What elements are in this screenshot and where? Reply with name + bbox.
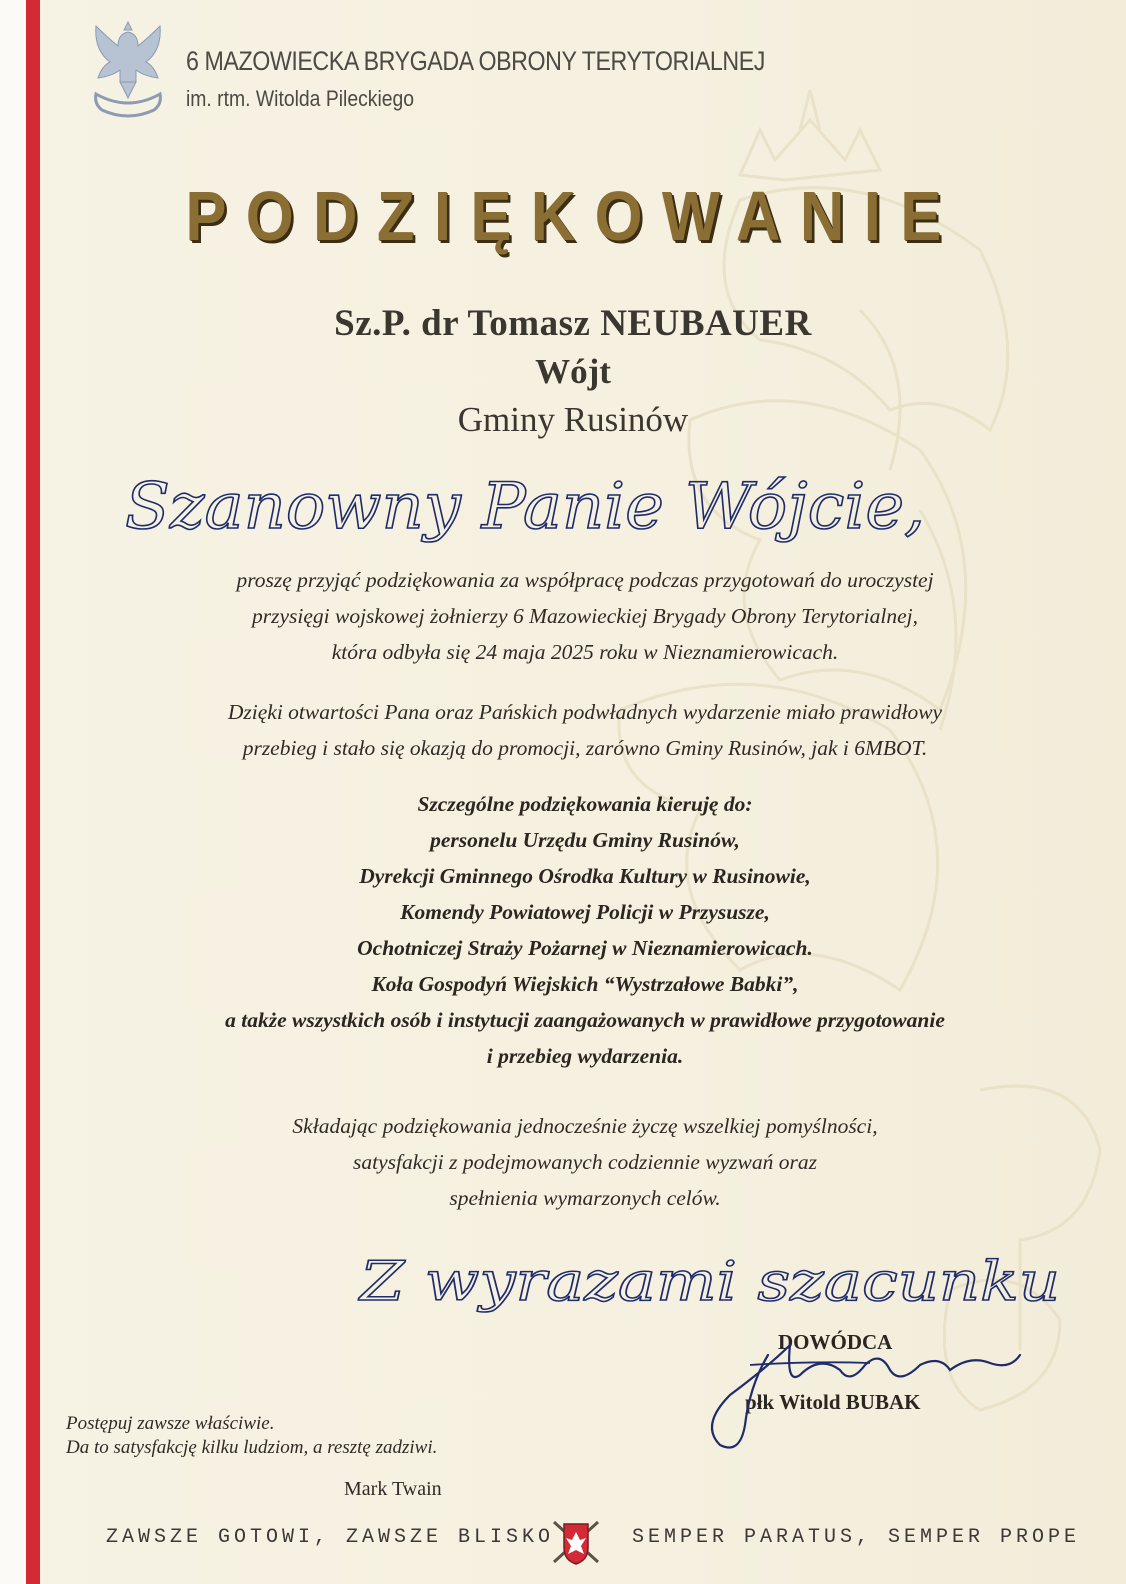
eagle-emblem-icon [88,16,168,120]
quote-line: Postępuj zawsze właściwie. [66,1413,275,1434]
quote-block [66,1412,437,1460]
text-line: która odbyła się 24 maja 2025 roku w Nieznamierowicach. [331,640,839,664]
recipient-position: Wójt [535,352,611,391]
handwritten-salutation-text: Szanowny Panie Wójcie, [125,470,925,544]
list-item: personelu Urzędu Gminy Rusinów, [430,828,740,852]
footer-motto-la: SEMPER PARATUS, SEMPER PROPE [632,1526,1081,1549]
text-line: spełnienia wymarzonych celów. [449,1186,721,1210]
flag-stripe-red [26,0,40,1584]
quote-line: Da to satysfakcję kilku ludziom, a resztę zadziwi. [66,1437,438,1458]
list-item: Koła Gospodyń Wiejskich “Wystrzałowe Babki”, [371,972,799,996]
list-item: Ochotniczej Straży Pożarnej w Nieznamierowicach. [357,936,813,960]
paragraph-wishes [90,1108,1080,1216]
text-line: przysięgi wojskowej żołnierzy 6 Mazowieckiej Brygady Obrony Terytorialnej, [251,604,919,628]
recipient-gmina: Gminy Rusinów [457,400,689,439]
signatory-name: płk Witold BUBAK [745,1390,921,1414]
text-line: Dzięki otwartości Pana oraz Pańskich podwładnych wydarzenie miało prawidłowy [227,700,943,724]
text-line: proszę przyjąć podziękowania za współpracę podczas przygotowań do uroczystej [236,568,934,592]
paragraph-cooperation [90,562,1080,670]
list-item: i przebieg wydarzenia. [486,1044,684,1068]
handwritten-salutation [115,448,945,566]
text-line: przebieg i stało się okazją do promocji, zarówno Gminy Rusinów, jak i 6MBOT. [242,736,928,760]
signature-mark [690,1325,1050,1465]
flag-stripe-white [0,0,26,1584]
list-item: Szczególne podziękowania kieruję do: [417,792,753,816]
paragraph-openness [90,694,1080,766]
footer-motto-pl: ZAWSZE GOTOWI, ZAWSZE BLISKO [106,1526,555,1549]
recipient-name: Sz.P. dr Tomasz NEUBAUER [334,303,812,344]
special-thanks-list [90,786,1080,1074]
list-item: Dyrekcji Gminnego Ośrodka Kultury w Rusinowie, [359,864,811,888]
text-line: satysfakcji z podejmowanych codziennie wyzwań oraz [353,1150,817,1174]
unit-name: 6 MAZOWIECKA BRYGADA OBRONY TERYTORIALNEJ [186,46,765,76]
text-line: Składając podziękowania jednocześnie życzę wszelkiej pomyślności, [292,1114,878,1138]
wot-badge-icon [548,1514,604,1570]
list-item: Komendy Powiatowej Policji w Przysusze, [400,900,770,924]
document-title: PODZIĘKOWANIE [185,177,961,255]
unit-patron: im. rtm. Witolda Pileckiego [186,86,415,111]
handwritten-closing-text: Z wyrazami szacunku [357,1250,1060,1313]
quote-author: Mark Twain [344,1478,442,1500]
signatory-rank: DOWÓDCA [778,1330,893,1354]
list-item: a także wszystkich osób i instytucji zaangażowanych w prawidłowe przygotowanie [225,1008,945,1032]
